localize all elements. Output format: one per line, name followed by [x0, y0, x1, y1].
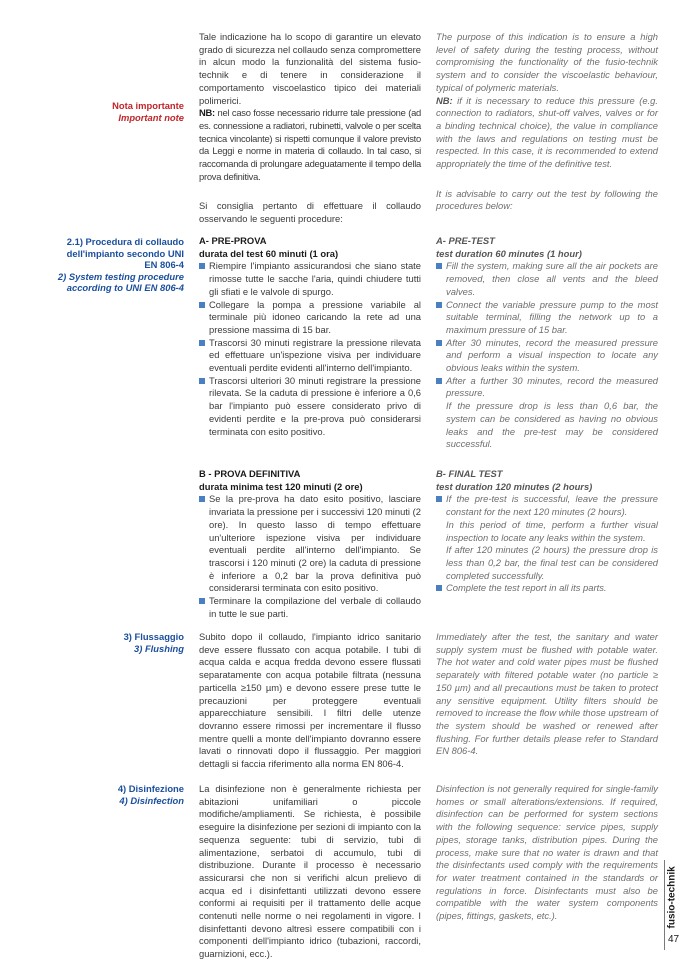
bullet-square-icon	[199, 378, 205, 384]
sidebar-section-4	[2, 783, 184, 806]
final-test-continuation-2: If after 120 minutes (2 hours) the pressure drop is less than 0,2 bar, the final test can be considered completed successfully.	[446, 544, 658, 581]
nb-paragraph-it	[199, 107, 421, 183]
list-item	[199, 299, 421, 337]
nb-paragraph-en	[436, 95, 658, 171]
disinfection-text-it: La disinfezione non è generalmente richiesta per abitazioni unifamiliari o piccole modifiche/ampliamenti. Se richiesta, è possibile eseguire la disinfezione per sezioni di impianto con la sequenza seguente: tubi di servizio, tubi di alimentazione, serbatoi di accumulo, tubi di distribuzione. Durante il processo è necessario assicurarsi che non si verifichi alcun prelievo di acqua ed i disinfettanti utilizzati devono essere conformi ai requisiti per il trattamento delle acque contenuti nelle norme o nei regolamenti in vigore. I disinfettanti devono altresì essere compatibili con i componenti dell'impianto idrico (tubazioni, raccordi, guarnizioni, ecc.).	[199, 783, 421, 960]
procedure-intro-it: Si consiglia pertanto di effettuare il collaudo osservando le seguenti procedure:	[199, 200, 421, 225]
sidebar-s21-en: 2) System testing procedure according to UNI EN 806-4	[57, 270, 184, 293]
list-item-text: Trascorsi 30 minuti registrare la pressione rilevata ed effettuare un'ispezione visiva per individuare eventuali perdite evidenti all'interno dell'impianto.	[209, 336, 421, 374]
brand-logo	[665, 866, 679, 932]
list-item-text: Terminare la compilazione del verbale di collaudo in tutte le sue parti.	[209, 595, 421, 619]
bullet-square-icon	[199, 340, 205, 346]
pretest-result-en: If the pressure drop is less than 0,6 bar, the system can be considered as having no obvious leaks and the pre-test may be considered successful.	[446, 400, 658, 450]
sidebar-note-en: Important note	[118, 111, 184, 123]
disinfection-it	[199, 783, 421, 961]
sidebar-section-2-1	[2, 236, 184, 294]
bullet-square-icon	[199, 598, 205, 604]
nb-label-en: NB:	[436, 94, 453, 106]
preprova-subtitle-it: durata del test 60 minuti (1 ora)	[199, 247, 339, 259]
list-item-text: Trascorsi ulteriori 30 minuti registrare la pressione rilevata. Se la caduta di pressione è inferiore a 0,6 bar l'impianto può essere considerato privo di evidenti perdite e la pre-prova può considerarsi terminata con esito positivo.	[209, 374, 421, 437]
sidebar-s3-en: 3) Flushing	[134, 642, 184, 654]
preprova-en	[436, 235, 658, 451]
definitiva-list-it	[199, 493, 421, 620]
list-item	[199, 493, 421, 595]
bullet-square-icon	[436, 302, 442, 308]
sidebar-section-3	[2, 631, 184, 654]
nb-text-en: if it is necessary to reduce this pressure (e.g. connection to radiators, shut-off valves, valves or for a binding technical choice), the value in compliance with the laws and regulations on testing must be respected. In this case, it is recommended to extend appropriately the time of the definitive test.	[436, 94, 658, 170]
sidebar-s4-it: 4) Disinfezione	[117, 783, 184, 794]
list-item	[199, 260, 421, 298]
list-item	[199, 337, 421, 375]
final-test-title-en: B- FINAL TEST	[436, 468, 503, 479]
nb-label-it: NB:	[199, 107, 215, 119]
list-item	[436, 260, 658, 298]
final-test-list-en-2	[436, 582, 658, 595]
list-item-text: Collegare la pompa a pressione variabile al terminale più idoneo caricando la rete ad una pressione massima di 15 bar.	[209, 298, 421, 335]
intro-paragraph-en: The purpose of this indication is to ensure a high level of safety during the testing process, without compromising the functionality of the fusio-technik system and to consider the viscoelastic behaviour, typical of polymeric materials.	[436, 31, 658, 93]
list-item-text: Fill the system, making sure all the air pockets are removed, then close all vents and the bleed valves.	[446, 260, 658, 297]
list-item	[436, 337, 658, 375]
intro-en	[436, 31, 658, 213]
definitiva-en	[436, 468, 658, 595]
bullet-square-icon	[436, 585, 442, 591]
pretest-list-en	[436, 260, 658, 400]
preprova-title-it: A- PRE-PROVA	[199, 235, 267, 246]
final-test-continuation-1: In this period of time, perform a further visual inspection to locate any leaks within the system.	[446, 518, 658, 543]
list-item	[436, 375, 658, 400]
flushing-en	[436, 631, 658, 758]
preprova-list-it	[199, 260, 421, 438]
list-item-text: Connect the variable pressure pump to the most suitable terminal, filling the network up to a maximum pressure of 15 bar.	[446, 298, 658, 335]
disinfection-text-en: Disinfection is not generally required for single-family homes or small alterations/extensions. If required, disinfection can be performed for system sections with the following sequence: service pipes, supply pipes, storage tanks, distribution pipes. During the process, make sure that no water is drawn and that the disinfectants used comply with the requirements for water treatment contained in the standards or regulations in force. Disinfectants must also be compatible with the water system components (pipes, fittings, gaskets, etc.).	[436, 783, 658, 922]
list-item-text: Complete the test report in all its parts.	[446, 582, 607, 594]
sidebar-s4-en: 4) Disinfection	[119, 794, 184, 806]
bullet-square-icon	[436, 340, 442, 346]
bullet-square-icon	[199, 302, 205, 308]
pretest-subtitle-en: test duration 60 minutes (1 hour)	[436, 247, 582, 259]
disinfection-en	[436, 783, 658, 923]
list-item-text: After a further 30 minutes, record the measured pressure.	[446, 374, 658, 399]
list-item	[436, 582, 658, 595]
list-item	[199, 375, 421, 439]
final-test-subtitle-en: test duration 120 minutes (2 hours)	[436, 480, 593, 492]
list-item	[199, 595, 421, 620]
sidebar-important-note	[2, 100, 184, 123]
list-item	[436, 493, 658, 518]
preprova-it	[199, 235, 421, 438]
list-item-text: Riempire l'impianto assicurandosi che siano state rimosse tutte le sacche l'aria, quindi chiudere tutti gli sfiati e le valvole di spurgo.	[209, 260, 421, 297]
flushing-text-en: Immediately after the test, the sanitary and water supply system must be flushed with potable water. The hot water and cold water pipes must be flushed separately with filtered potable water (no particle ≥ 150 µm) and all precautions must be taken to protect any sensitive equipment. Utility filters should be removed to increase the flow while those upstream of the system should be washed or renewed after flushing. For further details please refer to Standard EN 806-4.	[436, 631, 658, 757]
intro-it	[199, 31, 421, 226]
bullet-square-icon	[436, 496, 442, 502]
procedure-intro-en: It is advisable to carry out the test by following the procedures below:	[436, 187, 658, 212]
definitiva-subtitle-it: durata minima test 120 minuti (2 ore)	[199, 480, 363, 492]
page-number: 47	[668, 934, 680, 945]
list-item	[436, 299, 658, 337]
bullet-square-icon	[199, 263, 205, 269]
nb-text-it: nel caso fosse necessario ridurre tale pressione (ad es. connessione a radiatori, rubinetti, valvole o per scelta tecnica vincolante) si rispetti comunque il valore previsto da Leggi e norme in materia di collaudo. In tal caso, si raccomanda di prolungare adeguatamente il tempo della prova definitiva.	[199, 107, 421, 182]
sidebar-s21-it: 2.1) Procedura di collaudo dell'impianto secondo UNI EN 806-4	[66, 236, 184, 270]
intro-paragraph-it: Tale indicazione ha lo scopo di garantire un elevato grado di sicurezza nel collaudo senza compromettere in alcun modo la funzionalità del sistema fusio-technik e di tenere in considerazione il comportamento viscoelastico tipico dei materiali polimerici.	[199, 31, 421, 106]
sidebar-note-it: Nota importante	[112, 100, 184, 111]
definitiva-it	[199, 468, 421, 620]
brand-name: fusio-technik	[666, 866, 678, 929]
bullet-square-icon	[436, 378, 442, 384]
list-item-text: After 30 minutes, record the measured pressure and perform a visual inspection to locate any obvious leaks within the system.	[446, 336, 658, 374]
bullet-square-icon	[436, 263, 442, 269]
list-item-text: Se la pre-prova ha dato esito positivo, lasciare invariata la pressione per i successivi 120 minuti (2 ore). In questo lasso di tempo effettuare un'ulteriore ispezione visiva per individuare eventuali perdite all'interno dell'impianto. Se trascorsi i 120 minuti (2 ore) la caduta di pressione è inferiore a 0,2 bar la prova definitiva può considerarsi terminata con esito positivo.	[209, 493, 421, 594]
pretest-title-en: A- PRE-TEST	[436, 235, 495, 246]
list-item-text: If the pre-test is successful, leave the pressure constant for the next 120 minutes (2 hours).	[446, 493, 658, 518]
flushing-text-it: Subito dopo il collaudo, l'impianto idrico sanitario deve essere flussato con acqua potabile. I tubi di acqua calda e acqua fredda devono essere flussati separatamente con acqua potabile filtrata (nessuna particella ≥150 µm) e devono essere prese tutte le precauzioni per proteggere eventuali apparecchiature sensibili. I filtri delle utenze dovranno essere rimossi per incrementare il flusso mentre quelli a monte dell'impianto dovranno essere lavati o rinnovati dopo il flussaggio. Per maggiori dettagli si faccia riferimento alla norma EN 806-4.	[199, 631, 421, 770]
definitiva-title-it: B - PROVA DEFINITIVA	[199, 468, 301, 479]
final-test-list-en	[436, 493, 658, 518]
sidebar-s3-it: 3) Flussaggio	[123, 631, 184, 642]
bullet-square-icon	[199, 496, 205, 502]
flushing-it	[199, 631, 421, 771]
